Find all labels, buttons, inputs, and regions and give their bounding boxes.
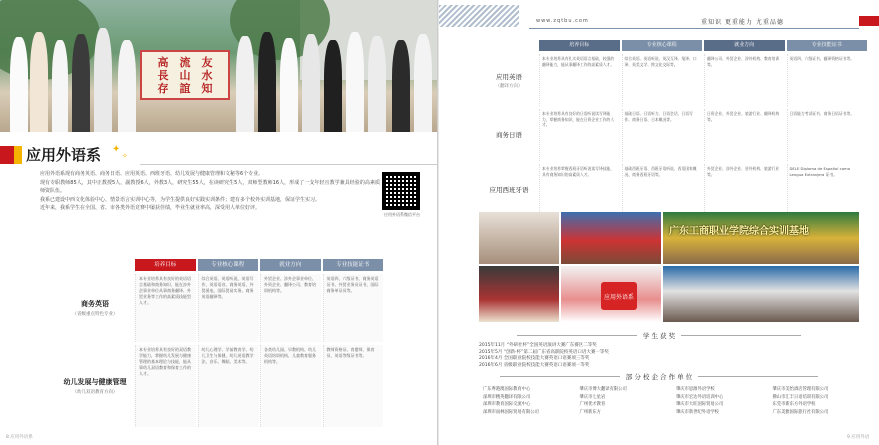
table-cell: 日资企业、外贸企业、旅游行业、翻译机构等。 <box>704 109 785 161</box>
table-row <box>55 274 385 342</box>
list-item: 2015年5月 “创新·杯”第二届广东省高职院校英语口语大赛一等奖 <box>479 349 609 355</box>
table-cell: 外贸企业、涉外企事业单位、外资企业、翻译公司、教育培训机构等。 <box>260 274 321 342</box>
list-item: 肇庆市思源外语学校 <box>676 387 715 392</box>
banner-char: 知 <box>201 81 213 95</box>
list-item: 广州优才教育 <box>579 402 606 407</box>
list-item: 广东粤港澳国际教育中心 <box>483 387 531 392</box>
table-row <box>479 164 869 216</box>
photo-person <box>72 34 90 132</box>
program-title: 商务日语 <box>496 130 522 139</box>
intro-text <box>40 170 380 213</box>
page-title: 应用外语系 <box>26 146 102 164</box>
list-item: 广州新东方 <box>579 409 601 415</box>
table-cell: 本专业培养具有扎实英语语言基础，较强的翻译能力，能从事翻译工作的高素质人才。 <box>539 54 620 106</box>
intro-paragraph: 近年来，我系学生在全国、省、市各类外语竞赛中屡获佳绩，毕业生就业率高，深受用人单位好评。 <box>40 205 261 211</box>
photo-seal: 应用外语系 <box>601 282 637 310</box>
table-cell: 综合英语、英语听说、英汉互译、笔译、口译、英美文学、跨文化交际等。 <box>622 54 703 106</box>
title-accent-red <box>0 146 14 164</box>
program-subtitle: （翻译方向） <box>495 83 523 89</box>
slogan: 重知识 更重能力 尤重品德 <box>701 19 784 26</box>
awards-section <box>439 330 879 369</box>
photo-person <box>94 28 112 132</box>
banner-char: 山 <box>179 68 191 82</box>
qr-label: 应用外语系微信平台 <box>384 212 420 217</box>
awards-heading: 学 生 获 奖 <box>642 331 676 340</box>
banner-char: 存 <box>157 81 169 95</box>
header-accent-red <box>859 16 879 26</box>
photo-person <box>236 36 254 132</box>
event-photo <box>663 266 859 322</box>
banner-char: 友 <box>201 55 213 69</box>
list-item: 肇庆市七星岩 <box>579 394 606 400</box>
banner-char: 長 <box>157 68 169 82</box>
program-name <box>55 345 135 427</box>
program-name <box>479 109 539 161</box>
list-item: 肇庆市宏达外语培训中心 <box>676 394 724 400</box>
list-item: 佛山市汇丰日语培训有限公司 <box>772 394 829 400</box>
calligraphy-banner <box>140 50 230 100</box>
list-item: 肇庆市美怡酒店管理有限公司 <box>772 387 829 392</box>
header-divider <box>529 28 859 29</box>
header-cell: 培养目标 <box>135 259 196 271</box>
table-cell: DELE Diploma de Español como Lengua Extranjera 证书。 <box>787 164 868 216</box>
header-cell: 专业技能证书 <box>787 40 868 51</box>
event-photo <box>561 266 661 322</box>
photo-person <box>414 34 432 132</box>
photo-caption: 广东工商职业学院综合实训基地 <box>669 226 809 237</box>
table-cell: 翻译公司、外贸企业、涉外机构、教育培训等。 <box>704 54 785 106</box>
program-title: 商务英语 <box>81 300 109 308</box>
list-item: 深圳市教育国际交流中心 <box>483 402 531 407</box>
header-cell: 专业核心课程 <box>622 40 703 51</box>
header-cell: 就业方向 <box>704 40 785 51</box>
photo-person <box>30 32 48 132</box>
program-title: 幼儿发展与健康管理 <box>63 378 127 386</box>
awards-title <box>439 330 879 340</box>
table-row <box>479 54 869 106</box>
page-number: 8 应用外语系 <box>6 435 33 440</box>
photo-person <box>52 40 68 132</box>
page-number: 9 应用外语 <box>847 435 870 440</box>
site-url: www.zqtbu.com <box>536 18 589 24</box>
program-subtitle: （幼儿双语教育方向） <box>72 390 118 395</box>
partners-heading: 部 分 校 企 合 作 单 位 <box>625 372 693 381</box>
photo-person <box>258 32 276 132</box>
program-table-right <box>479 40 869 216</box>
group-photo <box>0 0 437 132</box>
banner-char: 誼 <box>179 81 191 95</box>
table-header <box>539 40 869 51</box>
event-photo <box>479 266 559 322</box>
section-title <box>0 142 437 168</box>
table-cell: 幼儿心理学、学前教育学、幼儿卫生与保健、幼儿英语教学法、音乐、舞蹈、美术等。 <box>198 345 259 427</box>
header-cell: 就业方向 <box>260 259 321 271</box>
header-cell: 培养目标 <box>539 40 620 51</box>
intro-paragraph: 现有专职教师85人，其中正教授5人，副教授6人，外教3人，研究生55人，在读研究生5人，双师型教师16人，形成了一支年轻且教学兼具经验的高素质师资队伍。 <box>40 179 380 194</box>
partners-title <box>439 371 879 381</box>
list-item: 深圳市精英翻译有限公司 <box>483 394 531 400</box>
banner-char: 高 <box>157 55 169 69</box>
banner-char: 水 <box>201 68 213 82</box>
event-photo <box>561 212 661 264</box>
partners-grid <box>483 387 863 416</box>
list-item: 肇庆市大旺国际贸易公司 <box>676 402 724 407</box>
sparkle-icon: ✦ <box>112 144 121 155</box>
partners-section <box>439 371 879 416</box>
title-line <box>698 376 818 377</box>
table-cell: 本专业培养具有良好的英语语言基础和商务知识，能在涉外企事业单位从事商务翻译、外贸业务等工作的高素质技能型人才。 <box>135 274 196 342</box>
event-photo <box>479 212 559 264</box>
photo-collage <box>439 212 879 324</box>
program-subtitle: （省级重点特色专业） <box>72 312 118 317</box>
table-cell: 综合英语、英语听说、英语写作、英语语音、商务英语、外贸函电、国际贸易实务、商务英语翻译等。 <box>198 274 259 342</box>
header-cell: 专业技能证书 <box>323 259 384 271</box>
table-cell: 基础日语、日语听力、日语会话、日语写作、商务日语、日本概况等。 <box>622 109 703 161</box>
sparkle-icon: ✧ <box>122 152 128 160</box>
intro-paragraph: 应用外语系现有商务英语、商务日语、应用英语、西班牙语、幼儿发展与健康管理和文秘等6个专业。 <box>40 171 264 177</box>
table-cell: 教师资格证、育婴师、保育员、英语等级证书等。 <box>323 345 384 427</box>
banner-char: 流 <box>179 55 191 69</box>
title-divider <box>140 164 437 165</box>
intro-paragraph: 我系已建设中西文化体验中心、情景语言实训中心等，为学生提供良好实践实训条件；建有多个校外实训基地，保证学生实习。 <box>40 196 321 203</box>
program-title: 应用西班牙语 <box>489 185 529 194</box>
list-item: 肇庆市新世纪外语学校 <box>676 409 719 415</box>
photo-person <box>302 34 320 132</box>
list-item: 肇庆市博大翻译有限公司 <box>579 387 627 392</box>
table-cell: 本专业培养具有良好的日语听说读写译能力，掌握商务知识，能在日资企业工作的人才。 <box>539 109 620 161</box>
table-cell: 外贸企业、涉外企业、驻外机构、旅游行业等。 <box>704 164 785 216</box>
header-cell: 专业核心课程 <box>198 259 259 271</box>
program-name <box>479 54 539 106</box>
header-stripe <box>439 5 519 27</box>
list-item: 2016年4月 全国职业院校技能大赛英语口语赛项三等奖 <box>479 356 590 361</box>
list-item: 广东美雅国际旅行社有限公司 <box>772 409 829 415</box>
photo-person <box>346 32 364 132</box>
right-page <box>439 0 879 445</box>
table-header <box>135 259 385 271</box>
program-name <box>55 274 135 342</box>
photo-person <box>280 38 298 132</box>
list-item: 2015年11月 “外研社杯”全国英语演讲大赛广东赛区二等奖 <box>479 343 597 348</box>
program-table-left <box>55 259 385 427</box>
table-row <box>479 109 869 161</box>
awards-list <box>479 343 879 369</box>
table-cell: 英语四、六级证书、翻译资格证书等。 <box>787 54 868 106</box>
left-page <box>0 0 437 445</box>
photo-person <box>392 40 410 132</box>
qr-code-icon <box>382 172 420 210</box>
table-cell: 本专业培养掌握西班牙语听说读写译技能，具有商务知识的高素质人才。 <box>539 164 620 216</box>
title-line <box>517 335 637 336</box>
photo-person <box>118 40 136 132</box>
table-cell: 日语能力考试证书、商务日语证书等。 <box>787 109 868 161</box>
title-accent-yellow <box>14 146 22 164</box>
table-cell: 英语四、六级证书、商务英语证书、外贸业务员证书、国际商务单证员等。 <box>323 274 384 342</box>
table-cell: 本专业培养具有良好的双语教学能力，掌握幼儿发展与健康管理的基本理论与技能，能从事幼儿双语教育和保育工作的人才。 <box>135 345 196 427</box>
table-cell: 各类幼儿园、早教机构、幼儿英语培训机构、儿童教育服务机构等。 <box>260 345 321 427</box>
program-name <box>479 164 539 216</box>
photo-person <box>10 37 28 132</box>
title-line <box>681 335 801 336</box>
list-item: 深圳市雨林国际贸易有限公司 <box>483 409 539 415</box>
event-photo <box>663 212 859 264</box>
title-line <box>500 376 620 377</box>
table-cell: 基础西班牙语、西班牙语听说、西语国家概况、商务西班牙语等。 <box>622 164 703 216</box>
program-title: 应用英语 <box>496 72 522 81</box>
photo-person <box>324 40 342 132</box>
list-item: 2016年6月 省级职业院校技能大赛英语口语赛项一等奖 <box>479 362 590 368</box>
list-item: 东莞市新东方外语学校 <box>772 402 816 407</box>
table-row <box>55 345 385 427</box>
photo-person <box>368 36 386 132</box>
header-bar <box>439 0 879 30</box>
